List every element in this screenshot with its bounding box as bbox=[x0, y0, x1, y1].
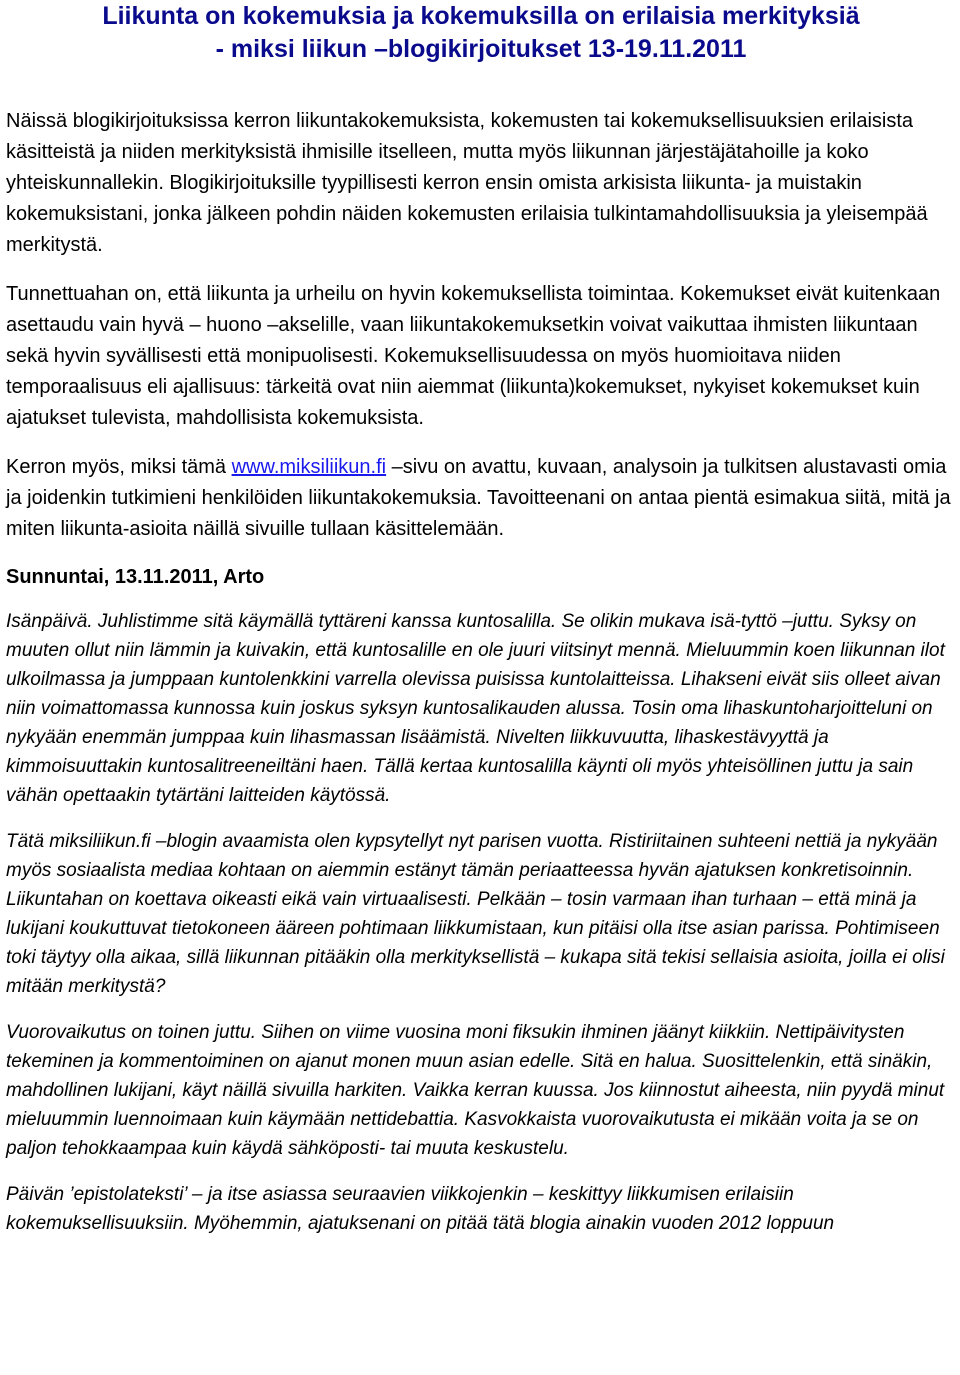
document-page bbox=[6, 0, 956, 1255]
title-line-2: - miksi liikun –blogikirjoitukset 13-19.11.2011 bbox=[215, 35, 747, 63]
entry-dateline: Sunnuntai, 13.11.2011, Arto bbox=[6, 566, 265, 588]
title-line-1: Liikunta on kokemuksia ja kokemuksilla on erilaisia merkityksiä bbox=[102, 2, 860, 30]
entry-paragraph-3: Vuorovaikutus on toinen juttu. Siihen on viime vuosina moni fiksukin ihminen jäänyt kiikkiin. Nettipäivitysten tekeminen ja kommentoiminen on ajanut monen muun asian edelle. Sitä en halua. Suosittelenkin, että sinäkin, mahdollinen lukijani, käyt näillä sivuilla harkiten. Vaikka kerran kuussa. Jos kiinnostut aiheesta, niin pyydä minut mieluummin luennoimaan kuin käymään nettidebattia. Kasvokkaista vuorovaikutusta ei mikään voita ja se on paljon tehokkaampaa kuin käydä sähköposti- tai muuta keskustelu. bbox=[6, 1022, 945, 1159]
intro-p3-text-before: Kerron myös, miksi tämä bbox=[6, 456, 232, 478]
intro-section bbox=[6, 106, 956, 545]
document-title bbox=[6, 0, 956, 66]
intro-paragraph-3 bbox=[6, 452, 956, 545]
blog-entry bbox=[6, 607, 956, 1238]
intro-paragraph-1: Näissä blogikirjoituksissa kerron liikuntakokemuksista, kokemusten tai kokemuksellisuuksien erilaisista käsitteistä ja niiden merkityksistä ihmisille itselleen, mutta myös liikunnan järjestäjätahoille ja koko yhteiskunnallekin. Blogikirjoituksille tyypillisesti kerron ensin omista arkisista liikunta- ja muistakin kokemuksistani, jonka jälkeen pohdin näiden kokemusten erilaisia tulkintamahdollisuuksia ja yleisempää merkitystä. bbox=[6, 110, 928, 256]
intro-p3-text-after: –sivu on avattu, kuvaan, analysoin ja tulkitsen alustavasti omia ja joidenkin tutkimieni henkilöiden liikuntakokemuksia. Tavoitteenani on antaa pientä esimakua siitä, mitä ja miten liikunta-asioita näillä sivuille tullaan käsittelemään. bbox=[6, 456, 951, 540]
miksiliikun-link[interactable]: www.miksiliikun.fi bbox=[231, 456, 387, 478]
intro-paragraph-2: Tunnettuahan on, että liikunta ja urheilu on hyvin kokemuksellista toimintaa. Kokemukset eivät kuitenkaan asettaudu vain hyvä – huono –akselille, vaan liikuntakokemuksetkin voivat vaikuttaa ihmisten liikuntaan sekä hyvin syvällisesti että monipuolisesti. Kokemuksellisuudessa on myös huomioitava niiden temporaalisuus eli ajallisuus: tärkeitä ovat niin aiemmat (liikunta)kokemukset, nykyiset kokemukset kuin ajatukset tulevista, mahdollisista kokemuksista. bbox=[6, 283, 941, 429]
entry-paragraph-2: Tätä miksiliikun.fi –blogin avaamista olen kypsytellyt nyt parisen vuotta. Ristiriitainen suhteeni nettiä ja nykyään myös sosiaalista mediaa kohtaan on aiemmin estänyt tämän periaatteessa hyvän ajatuksen konkretisoinnin. Liikuntahan on koettava oikeasti eikä vain virtuaalisesti. Pelkään – tosin varmaan ihan turhaan – että minä ja lukijani koukuttuvat tietokoneen ääreen pohtimaan liikkumistaan, kun pitäisi olla itse asian parissa. Pohtimiseen toki täytyy olla aikaa, sillä liikunnan pitääkin olla merkityksellistä – kukapa sitä tekisi sellaisia asioita, joilla ei olisi mitään merkitystä? bbox=[6, 831, 945, 997]
entry-paragraph-4: Päivän ’epistolateksti’ – ja itse asiassa seuraavien viikkojenkin – keskittyy liikkumisen erilaisiin kokemuksellisuuksiin. Myöhemmin, ajatuksenani on pitää tätä blogia ainakin vuoden 2012 loppuun bbox=[6, 1184, 835, 1234]
entry-paragraph-1: Isänpäivä. Juhlistimme sitä käymällä tyttäreni kanssa kuntosalilla. Se olikin mukava isä-tyttö –juttu. Syksy on muuten ollut niin lämmin ja kuivakin, että kuntosalille en ole juuri viitsinyt mennä. Mieluummin koen liikunnan ilot ulkoilmassa ja jumppaan kuntolenkkini varrella olevissa puisissa kuntolaitteissa. Lihakseni eivät siis olleet aivan niin voimattomassa kunnossa kuin joskus syksyn kuntosalikauden alussa. Tosin oma lihaskuntoharjoitteluni on nykyään enemmän jumppaa kuin lihasmassan lisäämistä. Nivelten liikkuvuutta, lihaskestävyyttä ja kimmoisuuttakin kuntosalitreeneiltäni haen. Tällä kertaa kuntosalilla käynti oli myös yhteisöllinen juttu ja sain vähän opettaakin tytärtäni laitteiden käytössä. bbox=[6, 611, 945, 806]
